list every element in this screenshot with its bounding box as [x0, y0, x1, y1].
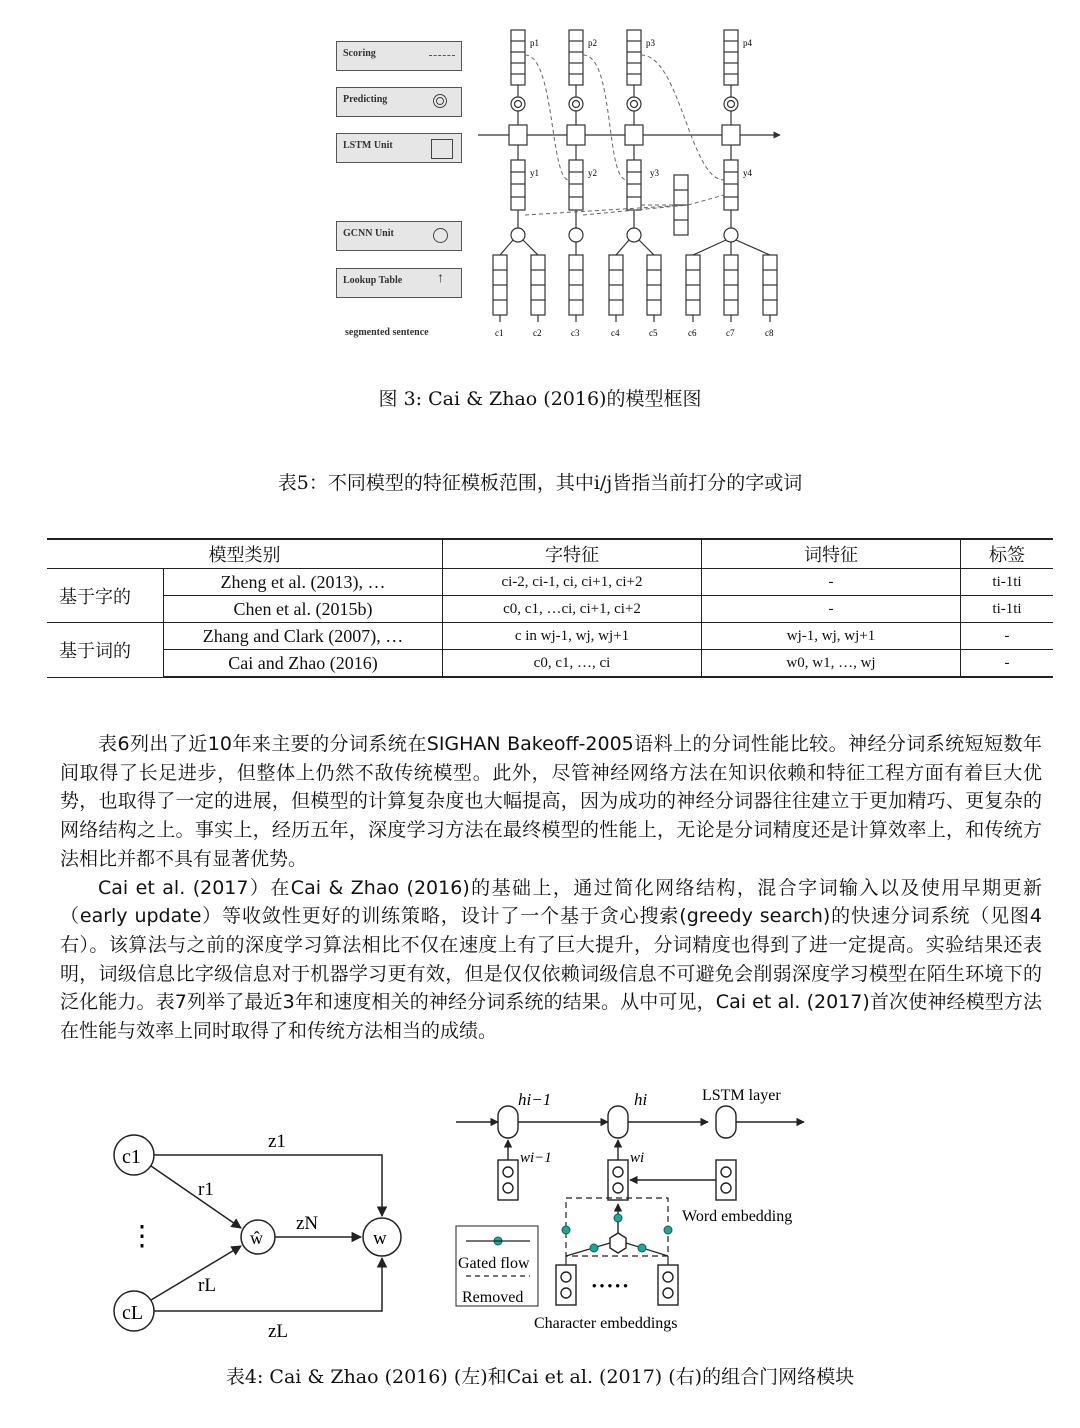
h-prev-label: hi−1 — [518, 1090, 552, 1109]
c-label: c6 — [688, 328, 697, 338]
model-cell: Zheng et al. (2013), … — [164, 569, 443, 596]
table-row — [47, 623, 1053, 650]
header-model-type: 模型类别 — [47, 539, 443, 569]
legend-lstm-unit — [336, 133, 462, 163]
table-row — [47, 596, 1053, 623]
lstm-layer-label: LSTM layer — [702, 1087, 781, 1104]
feature-template-table — [47, 538, 1053, 678]
p-label: p2 — [588, 38, 597, 48]
legend-label: Scoring — [343, 48, 376, 59]
circle-icon — [433, 228, 448, 243]
word-feature-cell: - — [702, 596, 961, 623]
tag-cell: ti-1ti — [961, 596, 1054, 623]
y-label: y4 — [743, 168, 752, 178]
tag-cell: - — [961, 623, 1054, 650]
paragraph: 表6列出了近10年来主要的分词系统在SIGHAN Bakeoff-2005语料上的分词性能比较。神经分词系统短短数年间取得了长足进步，但整体上仍然不敌传统模型。此外，尽管神经网络方法在知识依赖和特征工程方面有着巨大优势，也取得了一定的进展，但模型的计算复杂度也大幅提高，因为成功的神经分词器往往建立于更加精巧、更复杂的网络结构之上。事实上，经历五年，深度学习方法在最终模型的性能上，无论是分词精度还是计算效率上，和传统方法相比并都不具有显著优势。 — [60, 733, 1042, 870]
c-label: c8 — [765, 328, 774, 338]
header-word-feature: 词特征 — [702, 539, 961, 569]
char-dots-label: • • • • • — [592, 1278, 628, 1293]
p-label: p4 — [743, 38, 752, 48]
square-icon — [431, 139, 453, 159]
word-feature-cell: w0, w1, …, wj — [702, 650, 961, 678]
up-arrow-icon: ↑ — [437, 271, 444, 286]
tag-cell: - — [961, 650, 1054, 678]
table-row — [47, 569, 1053, 596]
header-tag: 标签 — [961, 539, 1054, 569]
char-feature-cell: ci-2, ci-1, ci, ci+1, ci+2 — [443, 569, 702, 596]
segmented-sentence-label: segmented sentence — [345, 327, 429, 338]
category-cell: 基于词的 — [47, 623, 164, 678]
cL-label: cL — [122, 1302, 144, 1324]
c-label: c1 — [495, 328, 504, 338]
figure4-right-diagram — [452, 1080, 812, 1340]
model-cell: Zhang and Clark (2007), … — [164, 623, 443, 650]
legend-label: LSTM Unit — [343, 140, 393, 151]
y-label: y2 — [588, 168, 597, 178]
p-label: p3 — [646, 38, 655, 48]
w-prev-label: wi−1 — [520, 1150, 552, 1166]
z1-label: z1 — [268, 1131, 286, 1152]
c1-label: c1 — [122, 1146, 141, 1168]
char-feature-cell: c0, c1, …ci, ci+1, ci+2 — [443, 596, 702, 623]
c-label: c7 — [726, 328, 735, 338]
y-label: y3 — [650, 168, 659, 178]
gated-flow-label: Gated flow — [458, 1255, 530, 1272]
table-row — [47, 650, 1053, 678]
char-feature-cell: c0, c1, …, ci — [443, 650, 702, 678]
word-feature-cell: - — [702, 569, 961, 596]
table5-title: 表5：不同模型的特征模板范围，其中i/j皆指当前打分的字或词 — [277, 472, 803, 494]
zL-label: zL — [268, 1321, 289, 1342]
char-feature-cell: c in wj-1, wj, wj+1 — [443, 623, 702, 650]
figure4-caption: 表4: Cai & Zhao (2016) (左)和Cai et al. (2017) (右)的组合门网络模块 — [225, 1366, 855, 1388]
table-header-row — [47, 539, 1053, 569]
paragraph: Cai et al. (2017）在Cai & Zhao (2016)的基础上，通过简化网络结构，混合字词输入以及使用早期更新（early update）等收敛性更好的训练策略，设计了一个基于贪心搜索(greedy search)的快速分词系统（见图4右）。该算法与之前的深度学习算法相比不仅在速度上有了巨大提升，分词精度也得到了进一定提高。实验结果还表明，词级信息比字级信息对于机器学习更有效，但是仅仅依赖词级信息不可避免会削弱深度学习模型在陌生环境下的泛化能力。表7列举了最近3年和速度相关的神经分词系统的结果。从中可见，Cai et al. (2017)首次使神经模型方法在性能与效率上同时取得了和传统方法相当的成绩。 — [60, 876, 1042, 1043]
body-text — [60, 730, 1042, 1046]
removed-label: Removed — [462, 1289, 524, 1306]
legend-scoring — [336, 41, 462, 71]
legend-label: GCNN Unit — [343, 228, 394, 239]
c-label: c2 — [533, 328, 542, 338]
tag-cell: ti-1ti — [961, 569, 1054, 596]
legend-gcnn-unit — [336, 221, 462, 251]
r1-label: r1 — [198, 1179, 214, 1200]
figure3-diagram — [470, 20, 790, 350]
c-label: c4 — [611, 328, 620, 338]
c-label: c5 — [649, 328, 658, 338]
figure3-caption: 图 3: Cai & Zhao (2016)的模型框图 — [378, 388, 702, 410]
figure4-left-diagram — [100, 1115, 420, 1345]
word-embedding-label: Word embedding — [682, 1208, 793, 1225]
w-label: wi — [630, 1150, 645, 1166]
dots-label: ⋮ — [128, 1221, 156, 1252]
rL-label: rL — [198, 1275, 216, 1296]
legend-predicting — [336, 87, 462, 117]
dash-line-icon — [429, 55, 455, 56]
legend-lookup-table — [336, 268, 462, 298]
y-label: y1 — [530, 168, 539, 178]
w-label: w — [373, 1228, 387, 1249]
char-embeddings-label: Character embeddings — [534, 1315, 678, 1332]
legend-label: Predicting — [343, 94, 388, 105]
w-hat-label: ŵ — [250, 1228, 263, 1248]
model-cell: Cai and Zhao (2016) — [164, 650, 443, 678]
header-char-feature: 字特征 — [443, 539, 702, 569]
legend-label: Lookup Table — [343, 275, 403, 286]
category-cell: 基于字的 — [47, 569, 164, 623]
h-label: hi — [634, 1090, 648, 1109]
double-circle-icon — [433, 94, 447, 108]
zN-label: zN — [296, 1213, 319, 1234]
model-cell: Chen et al. (2015b) — [164, 596, 443, 623]
p-label: p1 — [530, 38, 539, 48]
word-feature-cell: wj-1, wj, wj+1 — [702, 623, 961, 650]
c-label: c3 — [571, 328, 580, 338]
